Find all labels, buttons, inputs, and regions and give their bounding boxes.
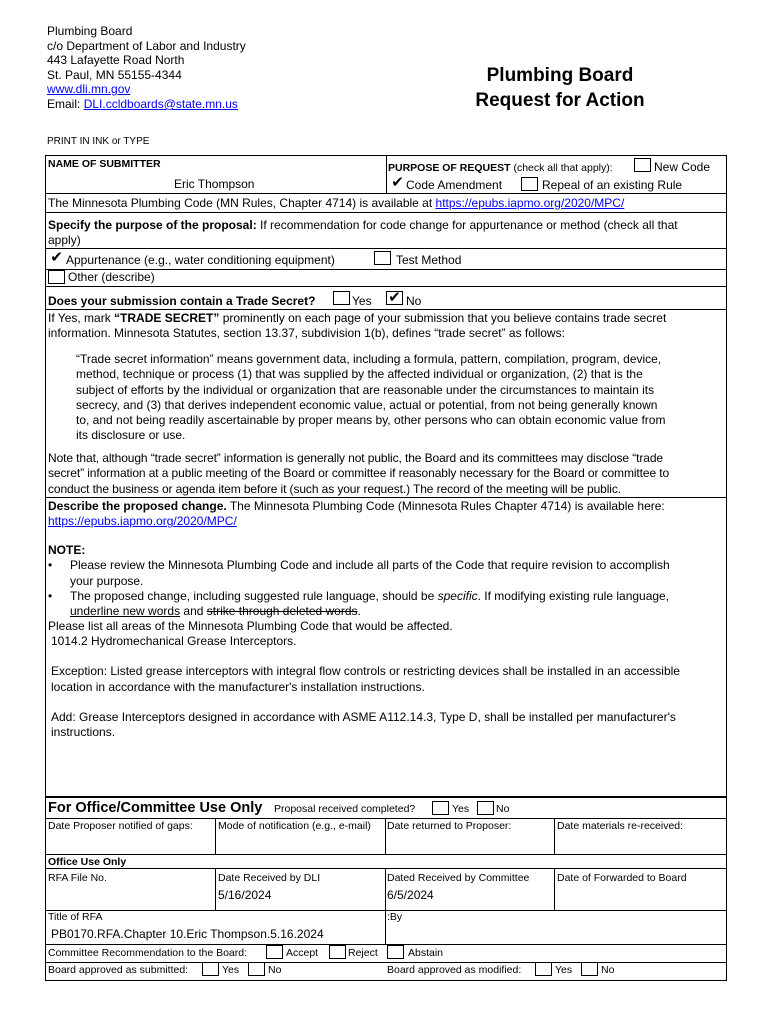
bullet-2: The proposed change, including suggested rule language, should be: [70, 588, 438, 603]
abstain-checkbox[interactable]: [387, 945, 404, 959]
street: 443 Lafayette Road North: [47, 53, 185, 68]
email-label: Email:: [47, 96, 84, 111]
note-line: Note that, although “trade secret” information is generally not public, the Board and its committees may disclose “trade: [48, 451, 663, 465]
describe-text: The Minnesota Plumbing Code (Minnesota Rules Chapter 4714) is available here:: [226, 499, 665, 513]
print-note: PRINT IN INK or TYPE: [47, 136, 150, 147]
title-line-1: Plumbing Board: [486, 65, 634, 86]
proposal-text-2: apply): [48, 233, 81, 247]
answer-line: Exception: Listed grease interceptors with integral flow controls or restricting devices shall be installed in an accessible: [51, 664, 680, 679]
answer-line: Add: Grease Interceptors designed in accordance with ASME A112.14.3, Type D, shall be installed per manufacturer's: [51, 709, 676, 724]
date-committee-label: Dated Received by Committee: [387, 872, 530, 884]
received-no: No: [496, 803, 510, 815]
date-rereceived-label: Date materials re-received:: [557, 820, 684, 832]
trade-secret-note: [48, 451, 722, 497]
mode-label: Mode of notification (e.g., e-mail): [218, 820, 371, 832]
specific-word: specific: [437, 588, 478, 603]
and-text: and: [180, 604, 207, 619]
other-label: Other (describe): [68, 270, 155, 284]
city: St. Paul, MN 55155-4344: [47, 67, 182, 82]
title-rfa[interactable]: PB0170.RFA.Chapter 10.Eric Thompson.5.16.2024: [51, 927, 324, 941]
proposed-change-answer[interactable]: [51, 634, 725, 740]
bullet-1: Please review the Minnesota Plumbing Code and include all parts of the Code that require revision to accomplish: [70, 558, 670, 573]
answer-line: instructions.: [51, 725, 116, 740]
other-checkbox[interactable]: [48, 270, 65, 284]
approved-modified-no: No: [601, 964, 615, 976]
proposal-label: Specify the purpose of the proposal:: [48, 218, 257, 232]
quote-line: secrecy, and (3) that derives independent economic value, actual or potential, from not being generally known: [76, 397, 658, 412]
approved-submitted-no: No: [268, 964, 282, 976]
appurtenance-checkbox[interactable]: ✔: [48, 252, 65, 266]
quote-line: to, and not being readily ascertainable by proper means by, other persons who can obtain economic value from: [76, 413, 666, 428]
committee-rec-label: Committee Recommendation to the Board:: [48, 947, 248, 959]
note-label: NOTE:: [48, 543, 86, 557]
answer-line: 1014.2 Hydromechanical Grease Interceptors.: [51, 634, 297, 648]
submitter-name[interactable]: Eric Thompson: [174, 177, 255, 191]
date-committee[interactable]: 6/5/2024: [387, 888, 434, 902]
approved-modified-label: Board approved as modified:: [387, 964, 522, 976]
date-returned-label: Date returned to Proposer:: [387, 820, 512, 832]
reject-label: Reject: [348, 947, 378, 959]
proposal-received-label: Proposal received completed?: [274, 803, 416, 815]
quote-line: method, technique or process (1) that was supplied by the affected individual or organization, (2) that is the: [76, 367, 643, 382]
email-link[interactable]: DLI.ccldboards@state.mn.us: [83, 96, 238, 111]
rfa-file-label: RFA File No.: [48, 872, 107, 884]
new-code-label: New Code: [654, 160, 711, 174]
bullet-2-cont: . If modifying existing rule language,: [477, 588, 670, 603]
received-yes: Yes: [452, 803, 470, 815]
approved-submitted-no-checkbox[interactable]: [248, 962, 265, 976]
approved-submitted-yes-checkbox[interactable]: [202, 962, 219, 976]
website-link[interactable]: www.dli.mn.gov: [47, 82, 131, 97]
board-address: [47, 24, 246, 112]
title-line-2: Request for Action: [475, 90, 645, 111]
repeal-label: Repeal of an existing Rule: [542, 178, 683, 192]
by-label: :By: [387, 911, 403, 923]
describe-link[interactable]: https://epubs.iapmo.org/2020/MPC/: [48, 514, 237, 529]
note-line: conduct the business or agenda item before it (such as your request.) The record of the meeting will be public.: [48, 481, 621, 496]
if-yes-text-2: prominently on each page of your submission that you believe contains trade secret: [219, 311, 667, 325]
approved-modified-yes: Yes: [555, 964, 573, 976]
test-method-checkbox[interactable]: [374, 251, 391, 265]
approved-modified-yes-checkbox[interactable]: [535, 962, 552, 976]
trade-secret-yes: Yes: [352, 294, 372, 308]
trade-secret-definition: [76, 352, 716, 444]
code-amendment-checkbox[interactable]: ✔: [389, 177, 406, 191]
office-use-only: Office Use Only: [48, 856, 127, 868]
title-rfa-label: Title of RFA: [48, 911, 103, 923]
test-method-label: Test Method: [396, 253, 462, 267]
purpose-hint: (check all that apply):: [510, 162, 613, 174]
quote-line: “Trade secret information” means government data, including a formula, pattern, compilation, program, device,: [76, 352, 662, 366]
received-yes-checkbox[interactable]: [432, 801, 449, 815]
request-form: NAME OF SUBMITTER Eric Thompson PURPOSE OF REQUEST (check all that apply): New Code ✔ Code Amendment Repeal of an existing Rule The Minnesota Plumbing Code (MN Rules, Chapter 4714) is available at https://epubs.iapmo.org/2020/MPC/ Specify the purpose of the proposal: If recommendation for code change for appurtenance or method (check all that apply) ✔ Appurtenance (e.g., water conditioning equipment) Test Method Other (describe) Does your submission contain a Trade Secret? Yes ✔ No If Yes, mark “TRADE SECRET” prominently on each page of your submission that you believe contains trade secret information. Minnesota Statutes, section 13.37, subdivision 1(b), defines “trade secret” as follows: “Trade secret information” means government data, including a formula, pattern, compilation, program, device, method, technique or process (1) that was supplied by the affected individual or organization, (2) that is the subject of efforts by the individual or organization that are reasonable under the circumstances to maintain its secrecy, and (3) that derives independent economic value, actual or potential, from not being generally known to, and not being readily ascertainable by proper means by, other persons who can obtain economic value from its disclosure or use. Note that, although “trade secret” information is generally not public, the Board and its committees may disclose “trade secret” information at a public meeting of the Board or committee if reasonably necessary for the Board or committee to conduct the business or agenda item before it (such as your request.) The record of the meeting will be public. Describe the proposed change. The Minnesota Plumbing Code (Minnesota Rules Chapter 4714) is available here: https://epubs.iapmo.org/2020/MPC/ NOTE: • Please review the Minnesota Plumbing Code and include all parts of the Code that require revision to accomplish your purpose. • The proposed change, including suggested rule language, should be specific. If modifying existing rule language, underline new words and strike through deleted words. Please list all areas of the Minnesota Plumbing Code that would be affected. 1014.2 Hydromechanical Grease Interceptors. Exception: Listed grease interceptors with integral flow controls or restricting devices shall be installed in an accessible location in accordance with the manufacturer's installation instructions. Add: Grease Interceptors designed in accordance with ASME A112.14.3, Type D, shall be installed per manufacturer's instructions. For Office/Committee Use Only Proposal received completed? Yes No Date Proposer notified of gaps: Mode of notification (e.g., e-mail) Date returned to Proposer: Date materials re-received: Office Use Only RFA File No. Date Received by DLI 5/16/2024 Dated Received by Committee 6/5/2024 Date of Forwarded to Board Title of RFA PB0170.RFA.Chapter 10.Eric Thompson.5.16.2024 :By Committee Recommendation to the Board: Accept Reject Abstain Board approved as submitted: Yes No Board approved as modified: Yes No: [45, 155, 727, 981]
if-yes-text: If Yes, mark: [48, 311, 115, 325]
accept-label: Accept: [286, 947, 319, 959]
form-title: [440, 63, 680, 113]
code-available-text: The Minnesota Plumbing Code (MN Rules, Chapter 4714) is available at: [48, 196, 436, 210]
answer-line: location in accordance with the manufacturer's installation instructions.: [51, 679, 425, 694]
strike-example: strike through deleted words: [206, 604, 358, 619]
quote-line: its disclosure or use.: [76, 428, 186, 443]
trade-secret-no: No: [406, 294, 422, 308]
quote-line: subject of efforts by the individual or organization that are reasonable under the circumstances to maintain its: [76, 382, 655, 397]
underline-example: underline new words: [70, 604, 181, 619]
trade-secret-question: Does your submission contain a Trade Secret?: [48, 294, 316, 308]
abstain-label: Abstain: [408, 947, 444, 959]
submitter-label: NAME OF SUBMITTER: [48, 158, 161, 170]
trade-secret-mark: “TRADE SECRET”: [114, 311, 220, 325]
approved-submitted-yes: Yes: [222, 964, 240, 976]
period: .: [357, 604, 361, 619]
purpose-label: PURPOSE OF REQUEST: [388, 162, 511, 174]
reject-checkbox[interactable]: [329, 945, 346, 959]
trade-secret-yes-checkbox[interactable]: [333, 291, 350, 305]
date-forwarded-label: Date of Forwarded to Board: [557, 872, 687, 884]
date-dli-label: Date Received by DLI: [218, 872, 321, 884]
date-notified-label: Date Proposer notified of gaps:: [48, 820, 193, 832]
office-use-title: For Office/Committee Use Only: [48, 800, 263, 816]
accept-checkbox[interactable]: [266, 945, 283, 959]
approved-modified-no-checkbox[interactable]: [581, 962, 598, 976]
repeal-checkbox[interactable]: [521, 177, 538, 191]
appurtenance-label: Appurtenance (e.g., water conditioning equipment): [66, 253, 335, 267]
proposal-text: If recommendation for code change for appurtenance or method (check all that: [256, 218, 678, 232]
code-available-link[interactable]: https://epubs.iapmo.org/2020/MPC/: [435, 196, 625, 210]
list-areas-text: Please list all areas of the Minnesota Plumbing Code that would be affected.: [48, 619, 453, 634]
new-code-checkbox[interactable]: [634, 158, 651, 172]
received-no-checkbox[interactable]: [477, 801, 494, 815]
if-yes-text-3: information. Minnesota Statutes, section 13.37, subdivision 1(b), defines “trade secret” as follows:: [48, 326, 565, 341]
date-dli[interactable]: 5/16/2024: [218, 888, 272, 902]
org-name: Plumbing Board: [47, 24, 133, 38]
note-line: secret” information at a public meeting of the Board or committee if reasonably necessary for the Board or committee to: [48, 466, 670, 481]
approved-submitted-label: Board approved as submitted:: [48, 964, 189, 976]
bullet-1-cont: your purpose.: [70, 573, 144, 588]
code-amendment-label: Code Amendment: [406, 178, 503, 192]
care-of: c/o Department of Labor and Industry: [47, 38, 246, 53]
describe-label: Describe the proposed change.: [48, 499, 227, 513]
trade-secret-no-checkbox[interactable]: ✔: [386, 291, 403, 305]
